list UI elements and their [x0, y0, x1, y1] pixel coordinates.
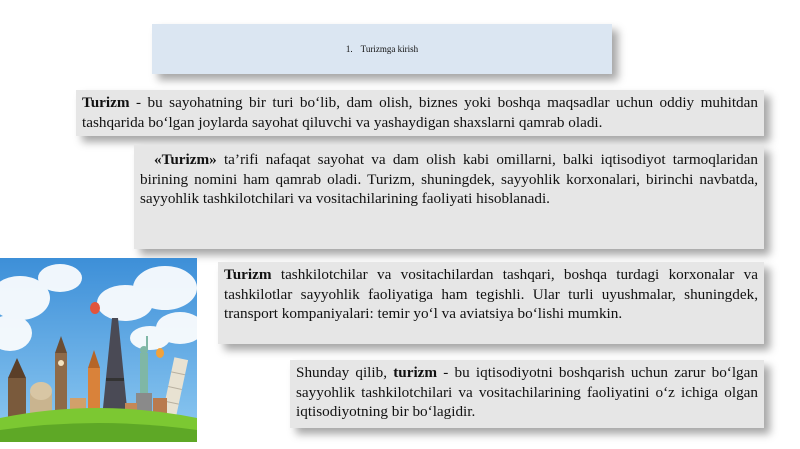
- slide-title-box: [152, 24, 612, 74]
- term-bold: turizm: [393, 364, 438, 381]
- definition-box-4: [290, 360, 764, 428]
- definition-box-1: [76, 90, 764, 136]
- paragraph-4: [296, 363, 758, 422]
- paragraph-1: [82, 93, 758, 132]
- landmarks-icon: [0, 258, 197, 442]
- definition-box-3: [218, 262, 764, 344]
- title-number: 1.: [345, 44, 353, 54]
- term-bold: «Turizm»: [154, 151, 217, 168]
- definition-box-2: [134, 145, 764, 249]
- paragraph-text: ta’rifi nafaqat sayohat va dam olish kabi omillarni, balki iqtisodiyot tarmoqlaridan birining nomini ham qamrab oladi. Turizm, shuningdek, sayyohlik korxonalari, birinchi navbatda, sayyohlik tashkilotchilari va vositachilarining faoliyati hisoblanadi.: [140, 151, 758, 207]
- term-bold: Turizm: [82, 94, 130, 111]
- paragraph-prefix: Shunday qilib,: [296, 364, 394, 381]
- term-bold: Turizm: [224, 266, 272, 283]
- paragraph-2: [140, 150, 758, 209]
- paragraph-text: tashkilotchilar va vositachilardan tashqari, boshqa turdagi korxonalar va tashkilotlar sayyohlik faoliyatiga ham tegishli. Ular turli uyushmalar, shuningdek, transport kompaniyalari: temir yoʻl va aviatsiya boʻlishi mumkin.: [224, 266, 758, 322]
- paragraph-text: - bu iqtisodiyotni boshqarish uchun zarur boʻlgan sayyohlik tashkilotchilari va vositachilarining faoliyatini oʻz ichiga olgan iqtisodiyotning bir boʻlagidir.: [296, 364, 758, 420]
- paragraph-3: [224, 265, 758, 324]
- slide-title: Turizmga kirish: [360, 44, 419, 54]
- world-landmarks-illustration: [0, 258, 197, 442]
- paragraph-text: - bu sayohatning bir turi boʻlib, dam olish, biznes yoki boshqa maqsadlar uchun oddiy muhitdan tashqarida boʻlgan joylarda sayohat qiluvchi va yashaydigan shaxslarni qamrab oladi.: [82, 94, 758, 131]
